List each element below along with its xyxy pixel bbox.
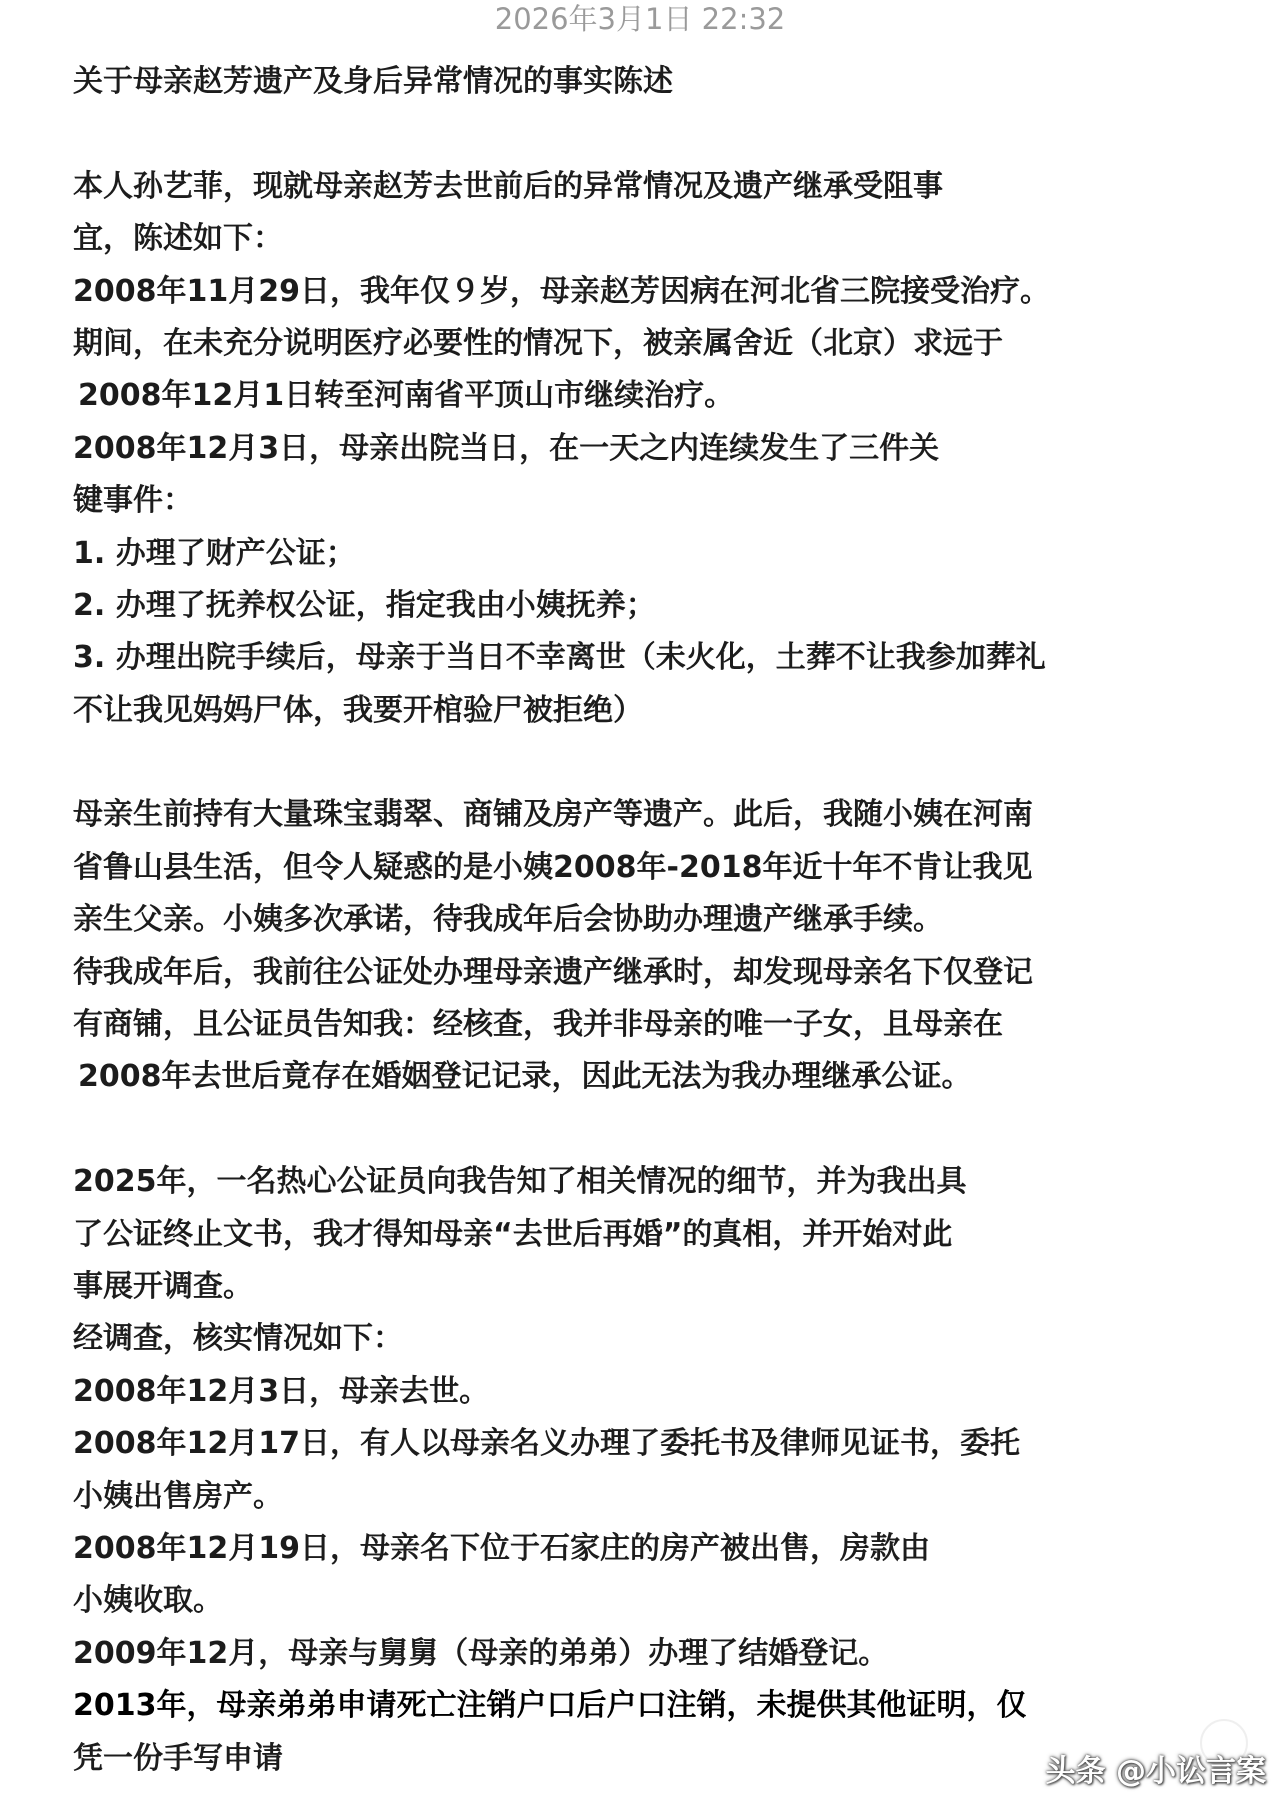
body-line: 母亲生前持有大量珠宝翡翠、商铺及房产等遗产。此后，我随小姨在河南 (73, 797, 1033, 833)
body-line: 键事件： (73, 483, 193, 519)
body-line: 本人孙艺菲，现就母亲赵芳去世前后的异常情况及遗产继承受阻事 (73, 168, 943, 204)
document-title: 关于母亲赵芳遗产及身后异常情况的事实陈述 (73, 64, 673, 99)
body-line: 省鲁山县生活，但令人疑惑的是小姨2008年-2018年近十年不肯让我见 (73, 849, 1033, 885)
timeline-entry: 2008年12月17日，有人以母亲名义办理了委托书及律师见证书，委托 (73, 1426, 1020, 1462)
list-item: 3. 办理出院手续后，母亲于当日不幸离世（未火化，土葬不让我参加葬礼 (73, 640, 1046, 676)
body-line: 小姨出售房产。 (73, 1478, 283, 1514)
body-line: 2008年12月1日转至河南省平顶山市继续治疗。 (78, 378, 735, 414)
list-item: 2. 办理了抚养权公证，指定我由小姨抚养； (73, 587, 656, 623)
body-line: 2008年12月3日，母亲出院当日，在一天之内连续发生了三件关 (73, 430, 940, 466)
body-line: 2025年，一名热心公证员向我告知了相关情况的细节，并为我出具 (73, 1164, 967, 1200)
body-line: 宜，陈述如下： (73, 221, 283, 257)
body-line: 不让我见妈妈尸体，我要开棺验尸被拒绝） (73, 692, 643, 728)
list-item: 1. 办理了财产公证； (73, 535, 356, 571)
timeline-entry: 2008年12月19日，母亲名下位于石家庄的房产被出售，房款由 (73, 1530, 930, 1566)
body-line: 亲生父亲。小姨多次承诺，待我成年后会协助办理遗产继承手续。 (73, 902, 943, 938)
timestamp: 2026年3月1日 22:32 (494, 2, 786, 36)
body-line: 经调查，核实情况如下： (73, 1321, 403, 1357)
body-line: 期间，在未充分说明医疗必要性的情况下，被亲属舍近（北京）求远于 (73, 325, 1003, 361)
watermark: 头条 @小讼言案 (1045, 1754, 1266, 1789)
body-line: 待我成年后，我前往公证处办理母亲遗产继承时，却发现母亲名下仅登记 (73, 954, 1033, 990)
blank-line (73, 1104, 1233, 1156)
blank-line (73, 737, 1233, 789)
body-line: 2008年11月29日，我年仅９岁，母亲赵芳因病在河北省三院接受治疗。 (73, 273, 1050, 309)
timeline-entry: 2009年12月，母亲与舅舅（母亲的弟弟）办理了结婚登记。 (73, 1635, 889, 1671)
body-line: 事展开调查。 (73, 1268, 253, 1304)
blank-line (73, 108, 1233, 160)
body-line: 凭一份手写申请 (73, 1740, 283, 1776)
body-line: 2008年去世后竟存在婚姻登记记录，因此无法为我办理继承公证。 (78, 1059, 972, 1095)
timeline-entry: 2013年，母亲弟弟申请死亡注销户口后户口注销，未提供其他证明，仅 (73, 1688, 1027, 1724)
body-line: 小姨收取。 (73, 1583, 223, 1619)
body-line: 了公证终止文书，我才得知母亲“去世后再婚”的真相，并开始对此 (73, 1216, 953, 1252)
document-body (73, 56, 1233, 1785)
timeline-entry: 2008年12月3日，母亲去世。 (73, 1373, 490, 1409)
body-line: 有商铺，且公证员告知我：经核查，我并非母亲的唯一子女，且母亲在 (73, 1007, 1003, 1043)
